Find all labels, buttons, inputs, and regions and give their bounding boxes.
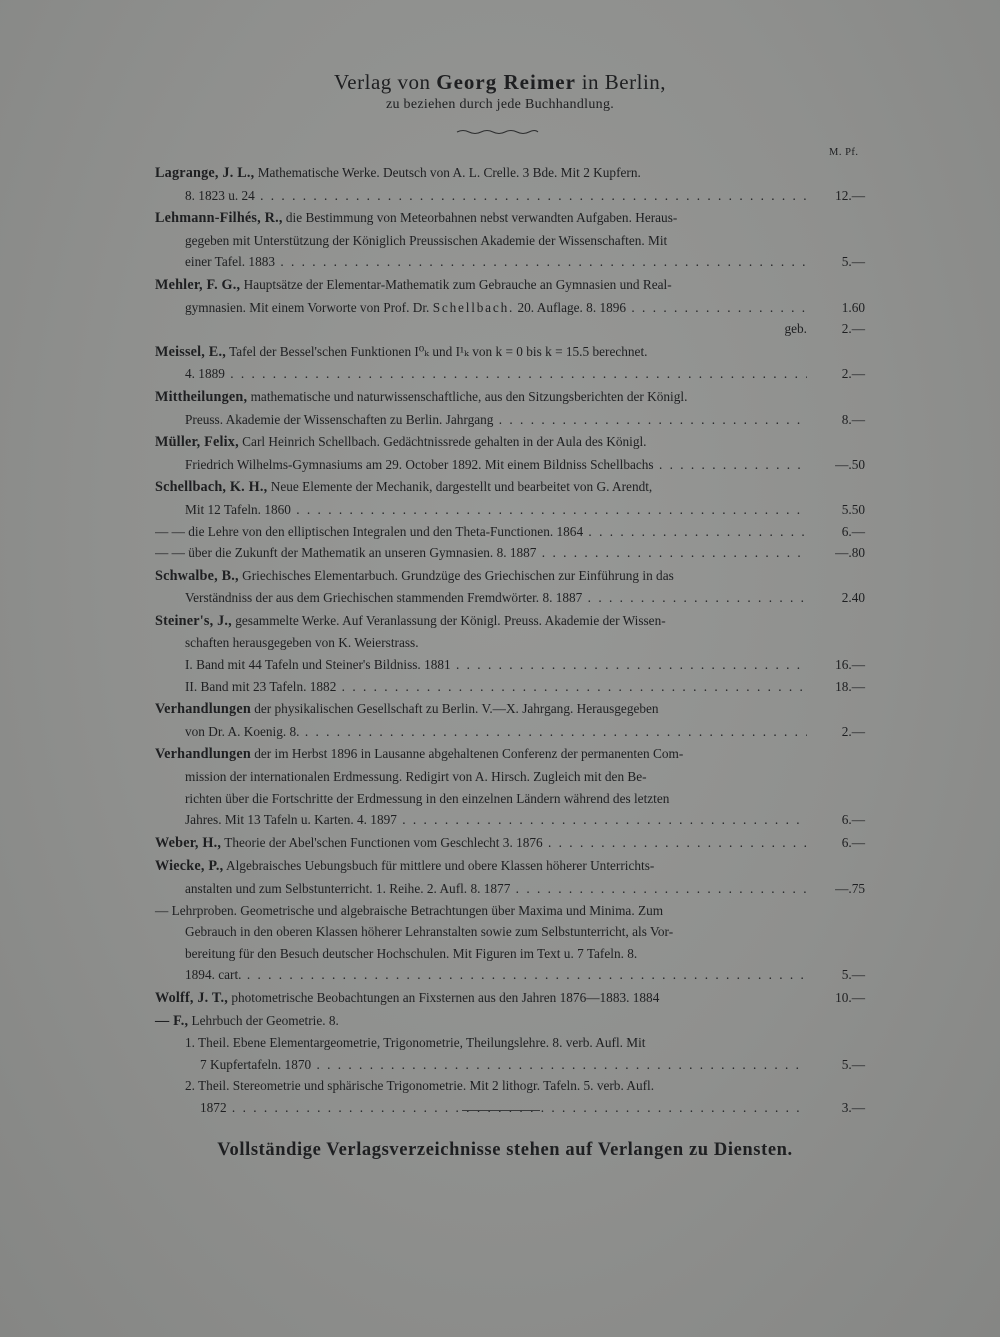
entry-text: 1872 . . . bbox=[200, 1097, 807, 1119]
entry-text: Carl Heinrich Schellbach. Gedächtnissrede gehalten in der Aula des Königl. bbox=[242, 434, 647, 450]
entry-price: —.50 bbox=[835, 456, 865, 472]
entry-text: 4. 1889 . . . bbox=[185, 363, 807, 385]
entry-text: Griechisches Elementarbuch. Grundzüge des Griechischen zur Einführung in das bbox=[242, 567, 674, 583]
entry-text: 2. Theil. Stereometrie und sphärische Trigonometrie. Mit 2 lithogr. Tafeln. 5. verb. Aufl. bbox=[185, 1078, 655, 1094]
catalog-entry-mehler bbox=[155, 274, 865, 340]
catalog-entry-mueller bbox=[155, 431, 865, 475]
entry-author: Wiecke, P., bbox=[155, 858, 224, 875]
catalog-entry-meissel bbox=[155, 341, 865, 385]
catalog-entry-wiecke bbox=[155, 855, 865, 986]
entry-person-name: Schellbach. bbox=[432, 299, 515, 315]
entry-text: 8. 1823 u. 24 . . . bbox=[185, 185, 807, 207]
catalog-entry-lagrange bbox=[155, 162, 865, 206]
entry-text: anstalten und zum Selbstunterricht. 1. Reihe. 2. Aufl. 8. 1877 . . . bbox=[185, 878, 807, 900]
entry-text: Lehrbuch der Geometrie. 8. bbox=[191, 1012, 339, 1028]
publisher-subline: zu beziehen durch jede Buchhandlung. bbox=[385, 97, 615, 112]
entry-text: die Bestimmung von Meteorbahnen nebst verwandten Aufgaben. Heraus- bbox=[285, 210, 678, 226]
entry-price: 6.— bbox=[841, 812, 865, 828]
entry-author: Meissel, E., bbox=[155, 343, 226, 360]
catalog-entry-verhandlungen-physik bbox=[155, 698, 865, 742]
entry-text: der physikalischen Gesellschaft zu Berlin. V.—X. Jahrgang. Herausgegeben bbox=[254, 701, 659, 717]
entry-price: 2.— bbox=[841, 366, 865, 382]
catalog-entry-schwalbe bbox=[155, 565, 865, 609]
publisher-prefix: Verlag von bbox=[333, 70, 431, 94]
entry-text: von Dr. A. Koenig. 8. . . . bbox=[185, 721, 807, 743]
entry-author: Schwalbe, B., bbox=[155, 567, 239, 584]
entry-author: Schellbach, K. H., bbox=[155, 479, 268, 496]
entry-price: 1.60 bbox=[841, 299, 865, 315]
entry-text: Preuss. Akademie der Wissenschaften zu Berlin. Jahrgang . . . bbox=[185, 409, 807, 431]
publisher-line bbox=[0, 70, 1000, 95]
catalog-entry-weber bbox=[155, 832, 865, 855]
publisher-name: Georg Reimer bbox=[436, 70, 576, 94]
entry-text: II. Band mit 23 Tafeln. 1882 . . . bbox=[185, 676, 807, 698]
entry-author: Wolff, J. T., bbox=[155, 989, 229, 1006]
entry-author: Mehler, F. G., bbox=[155, 276, 241, 293]
entry-text: 1. Theil. Ebene Elementargeometrie, Trigonometrie, Theilungslehre. 8. verb. Aufl. Mit bbox=[185, 1035, 646, 1051]
catalog-list bbox=[155, 162, 865, 1120]
entry-text: Friedrich Wilhelms-Gymnasiums am 29. October 1892. Mit einem Bildniss Schellbachs . . . bbox=[185, 454, 807, 476]
entry-text: richten über die Fortschritte der Erdmessung in den einzelnen Ländern während des letzten bbox=[185, 790, 670, 806]
catalog-entry-wolff bbox=[155, 987, 865, 1119]
entry-price: 10.— bbox=[835, 989, 865, 1005]
entry-price: 12.— bbox=[835, 187, 865, 203]
entry-binding: geb. bbox=[784, 321, 807, 337]
entry-price: 2.— bbox=[841, 321, 865, 337]
entry-text: Algebraisches Uebungsbuch für mittlere und obere Klassen höherer Unterrichts- bbox=[226, 858, 655, 874]
entry-author: Steiner's, J., bbox=[155, 612, 232, 629]
entry-price: —.80 bbox=[835, 545, 865, 561]
currency-header: M. Pf. bbox=[829, 147, 859, 158]
entry-text: der im Herbst 1896 in Lausanne abgehaltenen Conferenz der permanenten Com- bbox=[254, 746, 684, 762]
entry-price: 2.40 bbox=[841, 590, 865, 606]
entry-text: photometrische Beobachtungen an Fixsternen aus den Jahren 1876—1883. 1884 bbox=[231, 989, 660, 1005]
entry-text: I. Band mit 44 Tafeln und Steiner's Bildniss. 1881 . . . bbox=[185, 654, 807, 676]
entry-author: Weber, H., bbox=[155, 834, 222, 851]
entry-price: 6.— bbox=[841, 834, 865, 850]
entry-author: Müller, Felix, bbox=[155, 434, 239, 451]
entry-price: 18.— bbox=[835, 678, 865, 694]
entry-author: Lagrange, J. L., bbox=[155, 165, 255, 181]
entry-text: Hauptsätze der Elementar-Mathematik zum Gebrauche an Gymnasien und Real- bbox=[243, 276, 672, 292]
catalog-entry-steiner bbox=[155, 610, 865, 697]
entry-price: 5.50 bbox=[841, 501, 865, 517]
entry-text: 1894. cart. . . . bbox=[185, 964, 807, 986]
entry-text: Tafel der Bessel'schen Funktionen I⁰ₖ und I¹ₖ von k = 0 bis k = 15.5 berechnet. bbox=[229, 343, 648, 359]
footer-note: Vollständige Verlagsverzeichnisse stehen auf Verlangen zu Diensten. bbox=[217, 1140, 793, 1160]
entry-price: 5.— bbox=[841, 967, 865, 983]
entry-text: mathematische und naturwissenschaftliche, aus den Sitzungsberichten der Königl. bbox=[250, 388, 688, 404]
entry-price: 6.— bbox=[841, 523, 865, 539]
entry-price: 16.— bbox=[835, 657, 865, 673]
entry-author: Verhandlungen bbox=[155, 701, 251, 718]
entry-text: 7 Kupfertafeln. 1870 . . . bbox=[200, 1054, 807, 1076]
entry-price: 8.— bbox=[841, 411, 865, 427]
entry-text: — — über die Zukunft der Mathematik an unseren Gymnasien. 8. 1887 . . . bbox=[155, 542, 807, 564]
entry-text: gesammelte Werke. Auf Veranlassung der Königl. Preuss. Akademie der Wissen- bbox=[235, 612, 666, 628]
entry-text: Jahres. Mit 13 Tafeln u. Karten. 4. 1897 . . . bbox=[185, 809, 807, 831]
entry-author: Mittheilungen, bbox=[155, 388, 248, 405]
entry-text: — Lehrproben. Geometrische und algebraische Betrachtungen über Maxima und Minima. Zum bbox=[155, 902, 664, 918]
catalog-entry-mittheilungen bbox=[155, 386, 865, 430]
entry-text: mission der internationalen Erdmessung. Redigirt von A. Hirsch. Zugleich mit den Be- bbox=[185, 769, 647, 785]
entry-text: bereitung für den Besuch deutscher Hochschulen. Mit Figuren im Text u. 7 Tafeln. 8. bbox=[185, 945, 638, 961]
catalog-entry-lehmann-filhes bbox=[155, 207, 865, 273]
entry-text: gegeben mit Unterstützung der Königlich Preussischen Akademie der Wissenschaften. Mit bbox=[185, 232, 668, 248]
entry-text: — — die Lehre von den elliptischen Integralen und den Theta-Functionen. 1864 . . . bbox=[155, 521, 807, 543]
entry-text: Gebrauch in den oberen Klassen höherer Lehranstalten sowie zum Selbstunterricht, als Vor- bbox=[185, 924, 674, 940]
entry-price: 3.— bbox=[841, 1099, 865, 1115]
catalog-entry-schellbach bbox=[155, 476, 865, 563]
entry-text: Mathematische Werke. Deutsch von A. L. Crelle. 3 Bde. Mit 2 Kupfern. bbox=[257, 165, 641, 180]
entry-text: Verständniss der aus dem Griechischen stammenden Fremdwörter. 8. 1887 . . . bbox=[185, 587, 807, 609]
publisher-suffix: in Berlin, bbox=[581, 70, 667, 94]
entry-text: Mit 12 Tafeln. 1860 . . . bbox=[185, 499, 807, 521]
publisher-header bbox=[0, 70, 1000, 113]
entry-author: Lehmann-Filhés, R., bbox=[155, 210, 283, 227]
entry-text: gymnasien. Mit einem Vorworte von Prof. Dr. bbox=[185, 299, 430, 315]
entry-text: einer Tafel. 1883 . . . bbox=[185, 251, 807, 273]
entry-text: Neue Elemente der Mechanik, dargestellt und bearbeitet von G. Arendt, bbox=[270, 479, 653, 495]
catalog-entry-verhandlungen-erdmessung bbox=[155, 743, 865, 830]
entry-text: Theorie der Abel'schen Functionen vom Geschlecht 3. 1876 bbox=[224, 834, 543, 850]
entry-author: — F., bbox=[155, 1012, 189, 1029]
ornament-divider bbox=[455, 128, 540, 136]
entry-text: schaften herausgegeben von K. Weierstrass. bbox=[185, 635, 419, 651]
entry-price: 2.— bbox=[841, 723, 865, 739]
entry-text: 20. Auflage. 8. 1896 bbox=[517, 299, 627, 315]
entry-price: 5.— bbox=[841, 254, 865, 270]
entry-price: —.75 bbox=[835, 881, 865, 896]
entry-price: 5.— bbox=[841, 1056, 865, 1072]
entry-author: Verhandlungen bbox=[155, 746, 251, 763]
section-divider bbox=[462, 1110, 540, 1111]
